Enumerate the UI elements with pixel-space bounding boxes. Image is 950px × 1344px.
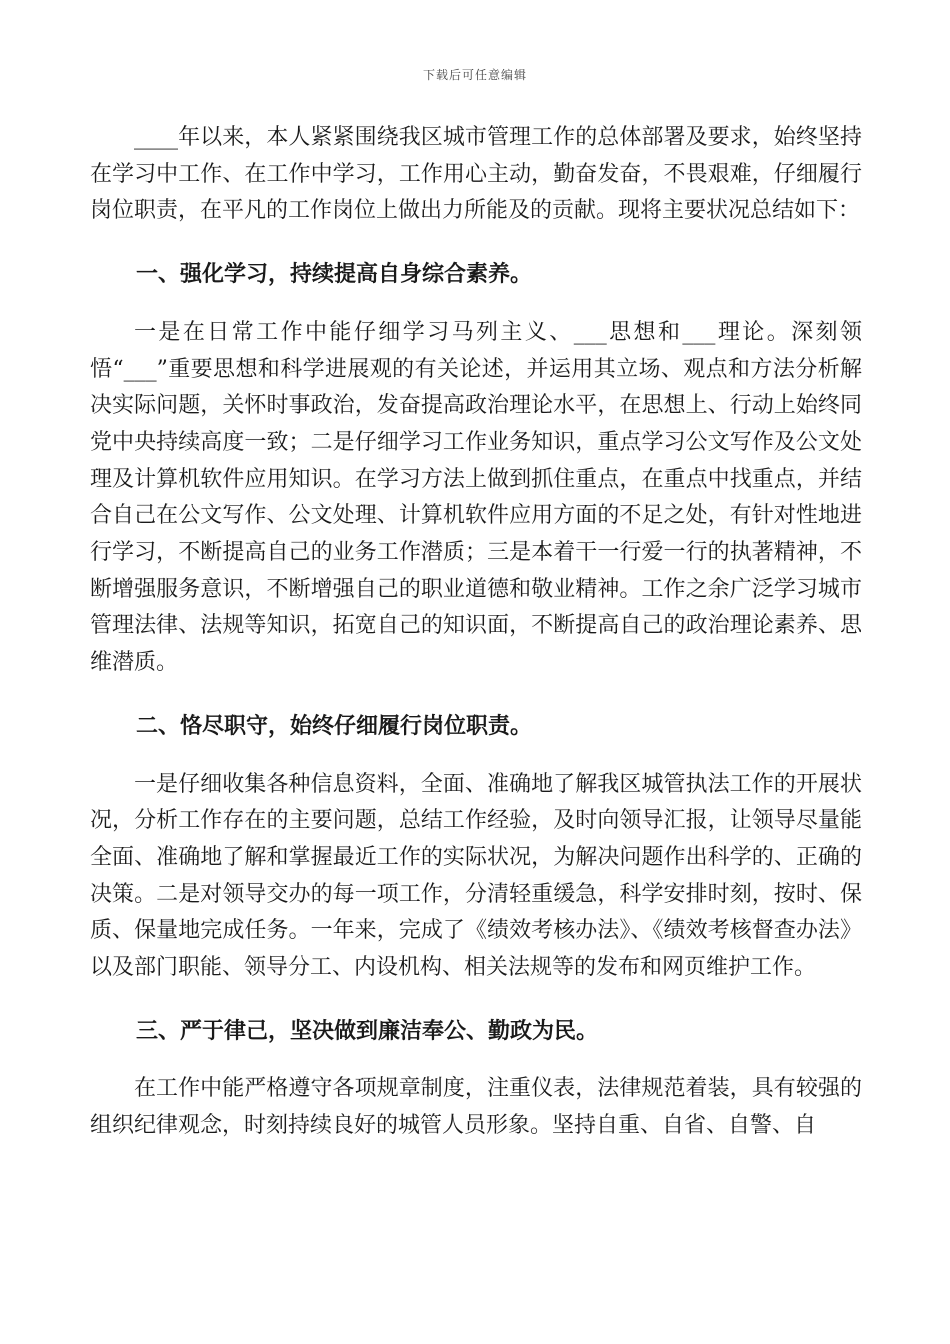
intro-paragraph: ____年以来，本人紧紧围绕我区城市管理工作的总体部署及要求，始终坚持在学习中工作、在工作中学习，工作用心主动，勤奋发奋，不畏艰难，仔细履行岗位职责，在平凡的工作岗位上做出力所能及的贡献。现将主要状况总结如下：: [90, 125, 862, 224]
section-body-3: 在工作中能严格遵守各项规章制度，注重仪表，法律规范着装，具有较强的组织纪律观念，时刻持续良好的城管人员形象。坚持自重、自省、自警、自: [90, 1076, 862, 1139]
download-note: 下载后可任意编辑: [422, 68, 527, 82]
section-heading-3: 三、严于律己，坚决做到廉洁奉公、勤政为民。: [136, 1017, 599, 1044]
section-body-2: 一是仔细收集各种信息资料，全面、准确地了解我区城管执法工作的开展状况，分析工作存在的主要问题，总结工作经验，及时向领导汇报，让领导尽量能全面、准确地了解和掌握最近工作的实际状况，为解决问题作出科学的、正确的决策。二是对领导交办的每一项工作，分清轻重缓急，科学安排时刻，按时、保质、保量地完成任务。一年来，完成了《绩效考核办法》、《绩效考核督查办法》以及部门职能、领导分工、内设机构、相关法规等的发布和网页维护工作。: [90, 771, 862, 981]
section-body-1: 一是在日常工作中能仔细学习马列主义、___思想和___理论。深刻领悟“___”重要思想和科学进展观的有关论述，并运用其立场、观点和方法分析解决实际问题，关怀时事政治，发奋提高政治理论水平，在思想上、行动上始终同党中央持续高度一致；二是仔细学习工作业务知识，重点学习公文写作及公文处理及计算机软件应用知识。在学习方法上做到抓住重点，在重点中找重点，并结合自己在公文写作、公文处理、计算机软件应用方面的不足之处，有针对性地进行学习，不断提高自己的业务工作潜质；三是本着干一行爱一行的执著精神，不断增强服务意识，不断增强自己的职业道德和敬业精神。工作之余广泛学习城市管理法律、法规等知识，拓宽自己的知识面，不断提高自己的政治理论素养、思维潜质。: [90, 319, 862, 676]
section-heading-2: 二、恪尽职守，始终仔细履行岗位职责。: [136, 712, 533, 739]
document-body: [90, 120, 862, 1145]
section-heading-1: 一、强化学习，持续提高自身综合素养。: [136, 261, 533, 288]
